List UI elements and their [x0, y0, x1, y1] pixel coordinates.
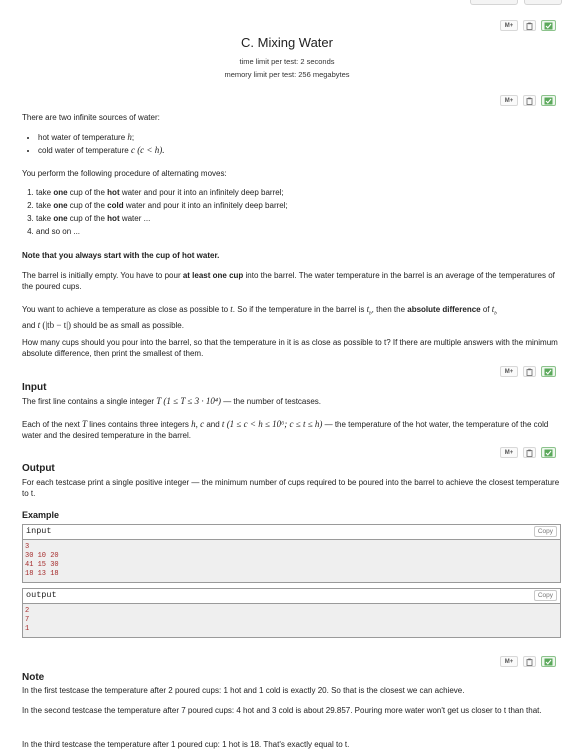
note-p2: In the second testcase the temperature after 7 poured cups: 4 hot and 3 cold is about 29.857. Pouring more water won't get us closer to t than that. — [22, 706, 542, 715]
output-line: 7 — [25, 616, 30, 624]
mplus-button[interactable]: M+ — [500, 656, 518, 667]
example-input-header — [23, 525, 560, 540]
statement-intro: There are two infinite sources of water: — [22, 113, 160, 122]
clipboard-icon[interactable] — [523, 366, 536, 377]
input-line: 30 10 20 — [25, 552, 59, 560]
target-paragraph: You want to achieve a temperature as close as possible to t. So if the temperature in the barrel is $t_b$, then the absolute difference of $t_b$ and t (|tb − t|) should be as small as possible. — [22, 304, 497, 330]
output-line: 2 — [25, 607, 30, 615]
source-cold: • cold water of temperature c (c < h). — [38, 144, 560, 157]
checkmark-icon[interactable] — [541, 447, 556, 458]
checkmark-icon[interactable] — [541, 95, 556, 106]
example-output-body — [23, 604, 560, 637]
note-toolbar — [500, 656, 556, 667]
example-input-body — [23, 540, 560, 582]
checkmark-icon[interactable] — [541, 366, 556, 377]
problem-title: C. Mixing Water — [241, 35, 333, 50]
checkmark-icon[interactable] — [541, 656, 556, 667]
example-output-label: output — [26, 590, 57, 600]
clipboard-icon[interactable] — [523, 447, 536, 458]
statement-toolbar — [500, 95, 556, 106]
memory-limit: memory limit per test: 256 megabytes — [224, 70, 350, 79]
source-hot: • hot water of temperature h; — [38, 131, 560, 144]
time-limit: time limit per test: 2 seconds — [239, 57, 335, 66]
example-output-box — [22, 588, 561, 638]
output-title: Output — [22, 463, 55, 474]
note-p1: In the first testcase the temperature after 2 poured cups: 1 hot and 1 cold is exactly 20. So that is the closest we can achieve. — [22, 686, 465, 695]
example-input-label: input — [26, 526, 52, 536]
note-p3: In the third testcase the temperature after 1 poured cup: 1 hot is 18. That's exactly equal to t. — [22, 740, 350, 749]
copy-output-button[interactable]: Copy — [534, 590, 557, 601]
barrel-paragraph: The barrel is initially empty. You have to pour at least one cup into the barrel. The water temperature in the barrel is an average of the temperatures of the poured cups. — [22, 271, 555, 291]
procedure-intro: You perform the following procedure of alternating moves: — [22, 169, 227, 178]
mplus-button[interactable]: M+ — [500, 366, 518, 377]
clipboard-icon[interactable] — [523, 656, 536, 667]
sources-list — [22, 131, 560, 157]
input-toolbar — [500, 366, 556, 377]
checkmark-icon[interactable] — [541, 20, 556, 31]
note-title: Note — [22, 672, 45, 683]
input-line: 18 13 18 — [25, 570, 59, 578]
input-line1: The first line contains a single integer T (1 ≤ T ≤ 3 · 10⁴) — the number of testcases. — [22, 396, 322, 406]
input-line: 41 15 30 — [25, 561, 59, 569]
input-line: 3 — [25, 543, 30, 551]
top-tab-edge-2 — [524, 0, 562, 5]
output-text: For each testcase print a single positive integer — the minimum number of cups required to be poured into the barrel to achieve the closest temperature to t. — [22, 478, 560, 498]
note-hot-first: Note that you always start with the cup of hot water. — [22, 251, 220, 260]
step-item: 1. take one cup of the hot water and pour it into an infinitely deep barrel; — [36, 186, 560, 199]
step-item: 2. take one cup of the cold water and pour it into an infinitely deep barrel; — [36, 199, 560, 212]
question-paragraph: How many cups should you pour into the barrel, so that the temperature in it is as close as possible to t? If there are multiple answers with the minimum absolute difference, then print the smallest of them. — [22, 338, 558, 358]
output-line: 1 — [25, 625, 30, 633]
top-tab-edge — [470, 0, 518, 5]
output-toolbar — [500, 447, 556, 458]
step-item: 3. take one cup of the hot water ... — [36, 212, 560, 225]
input-title: Input — [22, 382, 47, 393]
example-input-box — [22, 524, 561, 583]
mplus-button[interactable]: M+ — [500, 95, 518, 106]
steps-list — [22, 186, 560, 238]
example-output-header — [23, 589, 560, 604]
step-item: 4. and so on ... — [36, 225, 560, 238]
example-label: Example — [22, 510, 60, 520]
copy-input-button[interactable]: Copy — [534, 526, 557, 537]
mplus-button[interactable]: M+ — [500, 20, 518, 31]
clipboard-icon[interactable] — [523, 95, 536, 106]
input-line2: Each of the next T lines contains three integers h, c and t (1 ≤ c < h ≤ 10⁶; c ≤ t ≤ h) — the temperature of the hot water, the temperature of the cold water and the desired temperature in the barrel. — [22, 419, 549, 440]
header-toolbar — [500, 20, 556, 31]
mplus-button[interactable]: M+ — [500, 447, 518, 458]
clipboard-icon[interactable] — [523, 20, 536, 31]
